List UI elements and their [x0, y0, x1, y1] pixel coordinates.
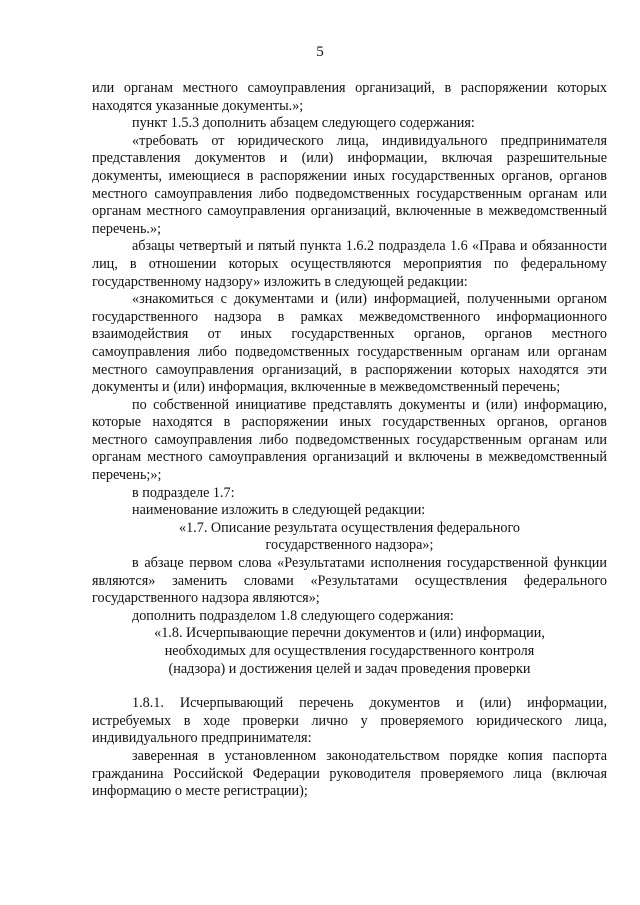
section-heading-line: «1.8. Исчерпывающие перечни документов и (или) информации, [154, 625, 545, 642]
section-heading-line: «1.7. Описание результата осуществления федерального [178, 519, 521, 536]
paragraph: абзацы четвертый и пятый пункта 1.6.2 подраздела 1.6 «Права и обязанности лиц, в отношении которых осуществляются мероприятия по федеральному государственному надзору» изложить в следующей редакции: [92, 238, 607, 290]
paragraph: «знакомиться с документами и (или) информацией, полученными органом государственного надзора в рамках межведомственного информационного взаимодействия от иных государственных органов, органов местного самоуправления либо подведомственных государственным органам или органам местного самоуправления организаций, в распоряжении которых находятся эти документы и (или) информация, включенные в межведомственный перечень; [92, 291, 607, 396]
paragraph: в подразделе 1.7: [132, 484, 235, 501]
paragraph: 1.8.1. Исчерпывающий перечень документов и (или) информации, истребуемых в ходе проверки лично у проверяемого юридического лица, индивидуального предпринимателя: [92, 695, 607, 747]
section-heading-line: необходимых для осуществления государственного контроля [164, 643, 535, 659]
paragraph: в абзаце первом слова «Результатами исполнения государственной функции являются» заменить словами «Результатами осуществления федерального государственного надзора являются»; [92, 555, 607, 607]
paragraph: дополнить подразделом 1.8 следующего содержания: [132, 607, 454, 624]
paragraph: наименование изложить в следующей редакции: [132, 502, 426, 519]
page-number: 5 [316, 44, 324, 60]
paragraph: по собственной инициативе представлять документы и (или) информацию, которые находятся в распоряжении иных государственных органов, органов местного самоуправления либо подведомственных государственным органам или органам местного самоуправления организаций и включены в межведомственный перечень;»; [92, 396, 607, 484]
section-heading-line: государственного надзора»; [265, 537, 434, 554]
paragraph: пункт 1.5.3 дополнить абзацем следующего содержания: [132, 115, 475, 132]
section-heading-line: (надзора) и достижения целей и задач проведения проверки [168, 660, 531, 677]
paragraph: «требовать от юридического лица, индивидуального предпринимателя представления документов и (или) информации, включая разрешительные документы, имеющиеся в распоряжении иных государственных органов, органов местного самоуправления либо подведомственных государственным органам или органам местного самоуправления организаций, включенные в межведомственный перечень.»; [92, 132, 607, 237]
paragraph: или органам местного самоуправления организаций, в распоряжении которых находятся указанные документы.»; [92, 80, 607, 114]
paragraph: заверенная в установленном законодательством порядке копия паспорта гражданина Российской Федерации руководителя проверяемого лица (включая информацию о месте регистрации); [92, 747, 607, 800]
document-body [92, 80, 607, 801]
